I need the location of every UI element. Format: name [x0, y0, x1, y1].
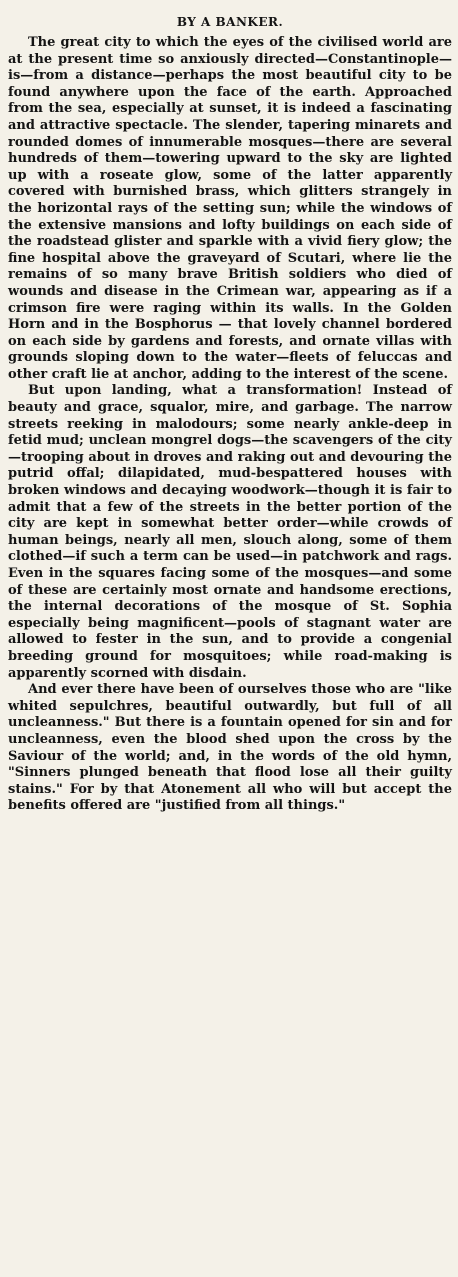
paragraph-3: And ever there have been of ourselves those who are "like whited sepulchres, beautiful outwardly, but full of all uncleanness." But there is a fountain opened for sin and for uncleanness, even the blood shed upon the cross by the Saviour of the world; and, in the words of the old hymn, "Sinners plunged beneath that flood lose all their guilty stains." For by that Atonement all who will but accept the benefits offered are "justified from all things.": [8, 682, 452, 814]
paragraph-1: The great city to which the eyes of the civilised world are at the present time so anxiously directed—Constantinople—is—from a distance—perhaps the most beautiful city to be found anywhere upon the face of the earth. Approached from the sea, especially at sunset, it is indeed a fascinating and attractive spectacle. The slender, tapering minarets and rounded domes of innumerable mosques—there are several hundreds of them—towering upward to the sky are lighted up with a roseate glow, some of the latter apparently covered with burnished brass, which glitters strangely in the horizontal rays of the setting sun; while the windows of the extensive mansions and lofty buildings on each side of the roadstead glister and sparkle with a vivid fiery glow; the fine hospital above the graveyard of Scutari, where lie the remains of so many brave British soldiers who died of wounds and disease in the Crimean war, appearing as if a crimson fire were raging within its walls. In the Golden Horn and in the Bosphorus — that lovely channel bordered on each side by gardens and forests, and ornate villas with grounds sloping down to the water—fleets of feluccas and other craft lie at anchor, adding to the interest of the scene.: [8, 35, 452, 382]
paragraph-2: But upon landing, what a transformation! Instead of beauty and grace, squalor, mire, and garbage. The narrow streets reeking in malodours; some nearly ankle-deep in fetid mud; unclean mongrel dogs—the scavengers of the city—trooping about in droves and raking out and devouring the putrid offal; dilapidated, mud-bespattered houses with broken windows and decaying woodwork—though it is fair to admit that a few of the streets in the better portion of the city are kept in somewhat better order—while crowds of human beings, nearly all men, slouch along, some of them clothed—if such a term can be used—in patchwork and rags. Even in the squares facing some of the mosques—and some of these are certainly most ornate and handsome erections, the internal decorations of the mosque of St. Sophia especially being magnificent—pools of stagnant water are allowed to fester in the sun, and to provide a congenial breeding ground for mosquitoes; while road-making is apparently scorned with disdain.: [8, 383, 452, 681]
byline: BY A BANKER.: [176, 15, 284, 29]
